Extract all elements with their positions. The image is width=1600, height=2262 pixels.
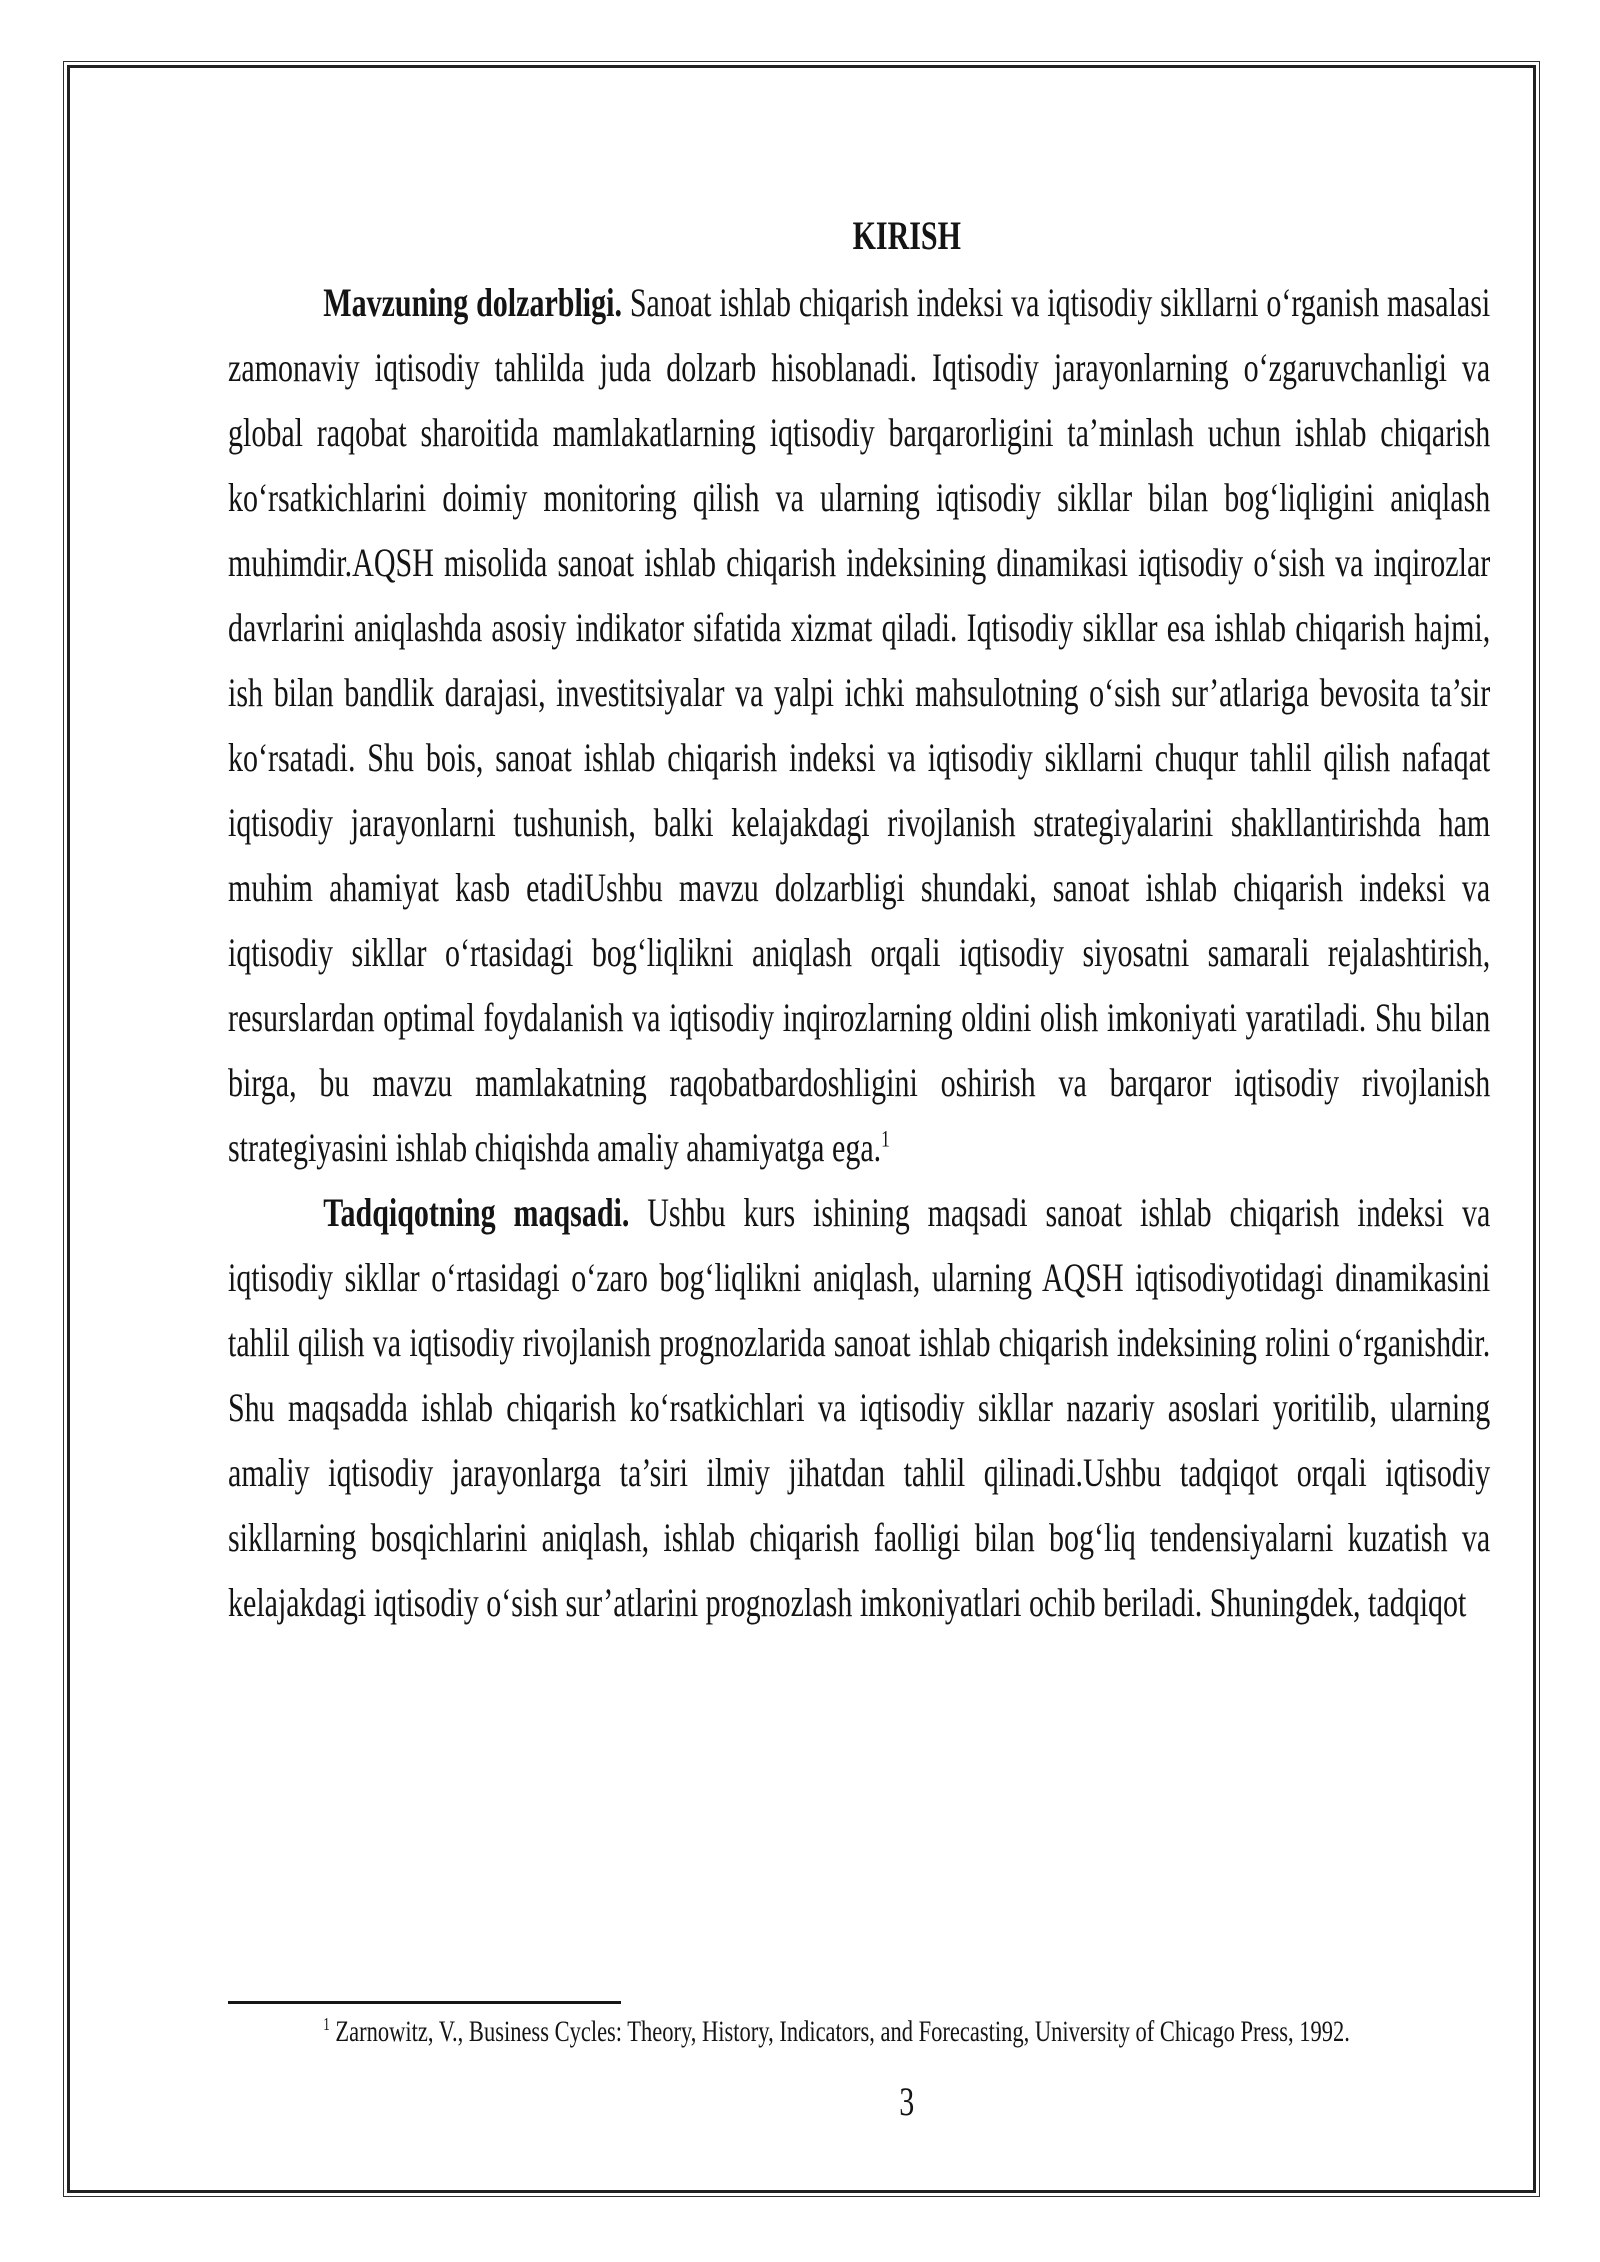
footnote-number: 1 xyxy=(323,2014,330,2034)
paragraph-tadqiqotning-maqsadi xyxy=(228,1180,1490,1635)
paragraph-mavzuning-dolzarbligi xyxy=(228,270,1490,1180)
footnote-separator-line xyxy=(228,2001,621,2004)
page-number: 3 xyxy=(899,2079,915,2124)
footnote xyxy=(228,2016,1490,2047)
paragraph-lead-bold: Tadqiqotning maqsadi. xyxy=(323,1190,630,1235)
footnote-text: Zarnowitz, V., Business Cycles: Theory, History, Indicators, and Forecasting, University of Chicago Press, 1992. xyxy=(335,2015,1350,2048)
paragraph-body: Ushbu kurs ishining maqsadi sanoat ishlab chiqarish indeksi va iqtisodiy sikllar oʻrtasidagi oʻzaro bogʻliqlikni aniqlash, ularning AQSH iqtisodiyotidagi dinamikasini tahlil qilish va iqtisodiy rivojlanish prognozlarida sanoat ishlab chiqarish indeksining rolini oʻrganishdir. Shu maqsadda ishlab chiqarish koʻrsatkichlari va iqtisodiy sikllar nazariy asoslari yoritilib, ularning amaliy iqtisodiy jarayonlarga ta’siri ilmiy jihatdan tahlil qilinadi.Ushbu tadqiqot orqali iqtisodiy sikllarning bosqichlarini aniqlash, ishlab chiqarish faolligi bilan bogʻliq tendensiyalarni kuzatish va kelajakdagi iqtisodiy oʻsish sur’atlarini prognozlash imkoniyatlari ochib beriladi. Shuningdek, tadqiqot xyxy=(228,1190,1491,1625)
page-title: KIRISH xyxy=(852,213,961,258)
paragraph-body: Sanoat ishlab chiqarish indeksi va iqtisodiy sikllarni oʻrganish masalasi zamonaviy iqtisodiy tahlilda juda dolzarb hisoblanadi. Iqtisodiy jarayonlarning oʻzgaruvchanligi va global raqobat sharoitida mamlakatlarning iqtisodiy barqarorligini ta’minlash uchun ishlab chiqarish koʻrsatkichlarini doimiy monitoring qilish va ularning iqtisodiy sikllar bilan bogʻliqligini aniqlash muhimdir.AQSH misolida sanoat ishlab chiqarish indeksining dinamikasi iqtisodiy oʻsish va inqirozlar davrlarini aniqlashda asosiy indikator sifatida xizmat qiladi. Iqtisodiy sikllar esa ishlab chiqarish hajmi, ish bilan bandlik darajasi, investitsiyalar va yalpi ichki mahsulotning oʻsish sur’atlariga bevosita ta’sir koʻrsatadi. Shu bois, sanoat ishlab chiqarish indeksi va iqtisodiy sikllarni chuqur tahlil qilish nafaqat iqtisodiy jarayonlarni tushunish, balki kelajakdagi rivojlanish strategiyalarini shakllantirishda ham muhim ahamiyat kasb etadiUshbu mavzu dolzarbligi shundaki, sanoat ishlab chiqarish indeksi va iqtisodiy sikllar oʻrtasidagi bogʻliqlikni aniqlash orqali iqtisodiy siyosatni samarali rejalashtirish, resurslardan optimal foydalanish va iqtisodiy inqirozlarning oldini olish imkoniyati yaratiladi. Shu bilan birga, bu mavzu mamlakatning raqobatbardoshligini oshirish va barqaror iqtisodiy rivojlanish strategiyasini ishlab chiqishda amaliy ahamiyatga ega. xyxy=(228,280,1491,1170)
paragraph-lead-bold: Mavzuning dolzarbligi. xyxy=(323,280,622,325)
body-text xyxy=(228,270,1490,1635)
footnote-reference-marker: 1 xyxy=(881,1126,890,1153)
